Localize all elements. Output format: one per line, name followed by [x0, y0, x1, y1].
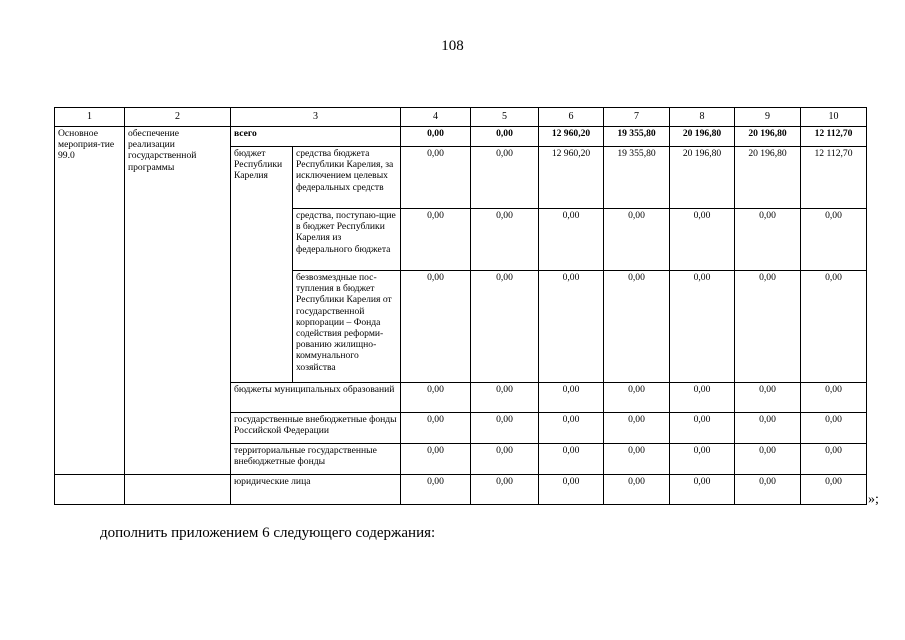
- value-cell: 0,00: [670, 444, 735, 475]
- value-cell: 0,00: [539, 383, 604, 413]
- value-cell: 12 960,20: [539, 147, 604, 209]
- header-cell: 10: [801, 108, 867, 127]
- value-cell: 0,00: [471, 413, 539, 444]
- value-cell: 0,00: [735, 444, 801, 475]
- value-cell: 0,00: [401, 475, 471, 505]
- value-cell: 0,00: [604, 271, 670, 383]
- value-cell: 0,00: [801, 209, 867, 271]
- value-cell: 0,00: [604, 383, 670, 413]
- row-label: средства, поступаю-щие в бюджет Республики Карелия из федерального бюджета: [293, 209, 401, 271]
- value-cell: 20 196,80: [735, 147, 801, 209]
- value-cell: 0,00: [670, 475, 735, 505]
- table-row-total: [55, 127, 867, 147]
- value-cell: 0,00: [471, 271, 539, 383]
- budget-label-cell: бюджет Республики Карелия: [231, 147, 293, 383]
- row-label: средства бюджета Республики Карелия, за исключением целевых федеральных средств: [293, 147, 401, 209]
- value-cell: 0,00: [401, 413, 471, 444]
- value-cell: 0,00: [401, 209, 471, 271]
- value-cell: 0,00: [670, 413, 735, 444]
- value-cell: 0,00: [401, 444, 471, 475]
- header-cell: 4: [401, 108, 471, 127]
- header-cell: 3: [231, 108, 401, 127]
- value-cell: 0,00: [670, 271, 735, 383]
- header-cell: 5: [471, 108, 539, 127]
- value-cell: 0,00: [801, 413, 867, 444]
- value-cell: 0,00: [604, 475, 670, 505]
- value-cell: 0,00: [801, 271, 867, 383]
- value-cell: 0,00: [604, 444, 670, 475]
- table-row: [55, 475, 867, 505]
- value-cell: 0,00: [670, 383, 735, 413]
- value-cell: 0,00: [471, 147, 539, 209]
- closing-quote: »;: [868, 492, 879, 507]
- value-cell: 19 355,80: [604, 127, 670, 147]
- row-label: юридические лица: [231, 475, 401, 505]
- value-cell: 0,00: [471, 383, 539, 413]
- value-cell: 0,00: [471, 444, 539, 475]
- value-cell: 0,00: [539, 209, 604, 271]
- value-cell: 0,00: [604, 413, 670, 444]
- header-cell: 2: [125, 108, 231, 127]
- value-cell: 0,00: [801, 444, 867, 475]
- value-cell: 0,00: [735, 209, 801, 271]
- table-header-row: [55, 108, 867, 127]
- value-cell: 0,00: [735, 271, 801, 383]
- value-cell: 20 196,80: [735, 127, 801, 147]
- row-label: государственные внебюджетные фонды Российской Федерации: [231, 413, 401, 444]
- value-cell: 0,00: [539, 413, 604, 444]
- value-cell: 20 196,80: [670, 147, 735, 209]
- header-cell: 7: [604, 108, 670, 127]
- footer-text: дополнить приложением 6 следующего содержания:: [100, 525, 436, 541]
- value-cell: 0,00: [801, 475, 867, 505]
- row-label-total: всего: [231, 127, 401, 147]
- value-cell: 20 196,80: [670, 127, 735, 147]
- value-cell: 0,00: [604, 209, 670, 271]
- value-cell: 0,00: [539, 271, 604, 383]
- value-cell: 12 960,20: [539, 127, 604, 147]
- value-cell: 0,00: [801, 383, 867, 413]
- value-cell: 12 112,70: [801, 127, 867, 147]
- header-cell: 6: [539, 108, 604, 127]
- empty-cell: [125, 475, 231, 505]
- header-cell: 8: [670, 108, 735, 127]
- header-cell: 1: [55, 108, 125, 127]
- value-cell: 0,00: [401, 147, 471, 209]
- budget-table: [54, 107, 867, 505]
- value-cell: 0,00: [401, 383, 471, 413]
- header-cell: 9: [735, 108, 801, 127]
- activity-cell: Основное мероприя-тие 99.0: [55, 127, 125, 475]
- value-cell: 0,00: [401, 127, 471, 147]
- value-cell: 0,00: [735, 383, 801, 413]
- value-cell: 0,00: [471, 475, 539, 505]
- value-cell: 0,00: [539, 444, 604, 475]
- page-number: 108: [441, 38, 464, 54]
- value-cell: 0,00: [670, 209, 735, 271]
- row-label: бюджеты муниципальных образований: [231, 383, 401, 413]
- row-label: безвозмездные пос-тупления в бюджет Республики Карелия от государственной корпорации – Фонда содействия реформи-рованию жилищно-коммунального хозяйства: [293, 271, 401, 383]
- value-cell: 0,00: [735, 413, 801, 444]
- value-cell: 0,00: [539, 475, 604, 505]
- value-cell: 0,00: [401, 271, 471, 383]
- value-cell: 19 355,80: [604, 147, 670, 209]
- empty-cell: [55, 475, 125, 505]
- value-cell: 0,00: [735, 475, 801, 505]
- description-cell: обеспечение реализации государственной программы: [125, 127, 231, 475]
- value-cell: 0,00: [471, 209, 539, 271]
- row-label: территориальные государственные внебюджетные фонды: [231, 444, 401, 475]
- value-cell: 0,00: [471, 127, 539, 147]
- value-cell: 12 112,70: [801, 147, 867, 209]
